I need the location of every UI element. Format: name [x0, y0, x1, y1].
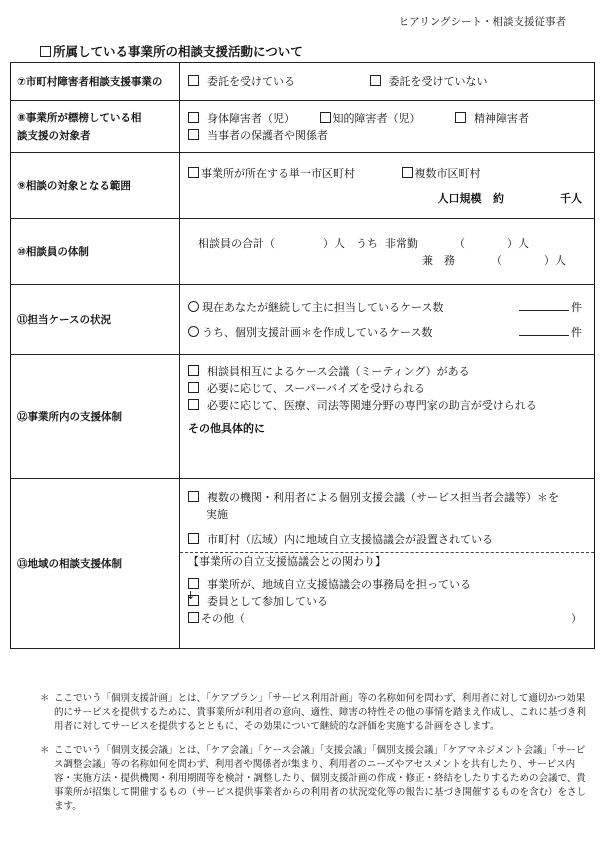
- checkbox[interactable]: [320, 112, 331, 123]
- footnote-individual-meeting: ＊ ここでいう「個別支援会議」とは、「ケア会議」「ケース会議」「支援会議」「個別支援会議」「ケアマネジメント会議」「サービス調整会議」等の名称如何を問わず、利用者や関係者が集まり、利用者のニーズやアセスメントを共有したり、サービス内容・実施方法・提供機関・利用期間等を検討・調整したり、個別支援計画の作成・修正・終結をしたりするための会議で、貴事業所が招集して開催するもの（サービス提供事業者からの利用者の状況変化等の報告に基づき開催するものを含む）をさします。: [40, 745, 587, 812]
- row-9: [11, 153, 595, 219]
- other-specific[interactable]: その他具体的に: [188, 422, 265, 435]
- option-multiple-municipalities[interactable]: 複数市区町村: [402, 165, 481, 182]
- bullet-circle-icon: [188, 301, 199, 312]
- row-10-label: ⑩相談員の体制: [11, 219, 180, 285]
- row-7: [11, 63, 595, 101]
- option-committee-member[interactable]: 委員として参加している: [188, 593, 586, 610]
- checkbox[interactable]: [188, 75, 199, 86]
- row-12-label: ⑫事業所内の支援体制: [11, 355, 180, 479]
- title-checkbox[interactable]: [40, 46, 51, 57]
- current-cases: 現在あなたが継続して主に担当しているケース数 件: [188, 299, 586, 316]
- checkbox[interactable]: [188, 533, 199, 544]
- plan-cases-input[interactable]: [519, 335, 569, 336]
- row-9-label: ⑨相談の対象となる範囲: [11, 153, 180, 219]
- option-single-municipality[interactable]: 事業所が所在する単一市区町村: [188, 165, 398, 182]
- checkbox[interactable]: [188, 112, 199, 123]
- plan-cases: うち、個別支援計画＊を作成しているケース数 件: [188, 324, 586, 341]
- row-11-label: ⑪担当ケースの状況: [11, 285, 180, 355]
- row-13-options: 複数の機関・利用者による個別支援会議（サービス担当者会議等）＊を 実施 市町村（広域）内に地域自立支援協議会が設置されている ↓ 【事業所の自立支援協議会との関わり】 事業所が、地域自立支援協議会の事務局を担っている 委員として参加している その他（ ）: [180, 479, 595, 649]
- current-cases-input[interactable]: [519, 310, 569, 311]
- row-10: [11, 219, 595, 285]
- row-13-label: ⑬地域の相談支援体制: [11, 479, 180, 649]
- row-8: [11, 101, 595, 153]
- row-11: [11, 285, 595, 355]
- option-not-entrusted[interactable]: 委託を受けていない: [370, 73, 488, 90]
- arrow-down-icon: ↓: [186, 589, 196, 602]
- row-10-staffing: 相談員の合計（ ）人 うち 非常勤 （ ）人 兼 務 （ ）人: [180, 219, 595, 285]
- row-12-options: [180, 355, 595, 479]
- checkbox[interactable]: [370, 75, 381, 86]
- population-scale: 人口規模 約 千人: [437, 191, 582, 205]
- checkbox[interactable]: [188, 491, 199, 502]
- checkbox[interactable]: [188, 365, 199, 376]
- option-mental[interactable]: 精神障害者: [455, 110, 529, 127]
- option-expert-advice[interactable]: 必要に応じて、医療、司法等関連分野の専門家の助言が受けられる: [188, 397, 586, 414]
- checkbox[interactable]: [188, 612, 199, 623]
- row-12: [11, 355, 595, 479]
- section-title: [40, 42, 303, 60]
- option-other[interactable]: その他（ ）: [188, 610, 586, 627]
- council-relationship-heading: 【事業所の自立支援協議会との関わり】: [188, 555, 386, 568]
- row-9-options: [180, 153, 595, 219]
- row-7-options: [180, 63, 595, 101]
- option-individual-meeting[interactable]: 複数の機関・利用者による個別支援会議（サービス担当者会議等）＊を: [188, 489, 586, 506]
- option-supervision[interactable]: 必要に応じて、スーパーバイズを受けられる: [188, 380, 586, 397]
- option-case-meeting[interactable]: 相談員相互によるケース会議（ミーティング）がある: [188, 363, 586, 380]
- option-secretariat[interactable]: 事業所が、地域自立支援協議会の事務局を担っている: [188, 576, 586, 593]
- checkbox[interactable]: [188, 382, 199, 393]
- checkbox[interactable]: [455, 112, 466, 123]
- footnote-individual-plan: ＊ ここでいう「個別支援計画」とは、「ケアプラン」「サービス利用計画」等の名称如何を問わず、利用者に対して適切かつ効果的にサービスを提供するために、貴事業所が利用者の意向、適性、障害の特性その他の事情を踏まえ作成し、これに基づき利用者に対してサービスを提供するとともに、その効果について継続的な評価を実施する計画をさします。: [40, 693, 587, 732]
- bullet-circle-icon: [188, 326, 199, 337]
- section-title-text: 所属している事業所の相談支援活動について: [53, 44, 303, 59]
- checkbox[interactable]: [188, 399, 199, 410]
- option-intellectual[interactable]: 知的障害者（児）: [320, 110, 452, 127]
- row-11-cases: [180, 285, 595, 355]
- sheet-header: ヒアリングシート・相談支援従事者: [398, 16, 566, 28]
- option-guardians[interactable]: 当事者の保護者や関係者: [188, 127, 328, 144]
- row-7-label: ⑦市町村障害者相談支援事業の: [11, 63, 180, 101]
- checkbox[interactable]: [402, 167, 413, 178]
- option-entrusted[interactable]: 委託を受けている: [188, 73, 366, 90]
- option-physical[interactable]: 身体障害者（児）: [188, 110, 316, 127]
- row-8-label: ⑧事業所が標榜している相 談支援の対象者: [11, 101, 180, 153]
- row-8-options: [180, 101, 595, 153]
- row-13: [11, 479, 595, 649]
- footnotes: [40, 692, 588, 824]
- option-council-established[interactable]: 市町村（広域）内に地域自立支援協議会が設置されている: [188, 531, 586, 548]
- hearing-sheet-table: [10, 62, 595, 649]
- checkbox[interactable]: [188, 129, 199, 140]
- checkbox[interactable]: [188, 167, 199, 178]
